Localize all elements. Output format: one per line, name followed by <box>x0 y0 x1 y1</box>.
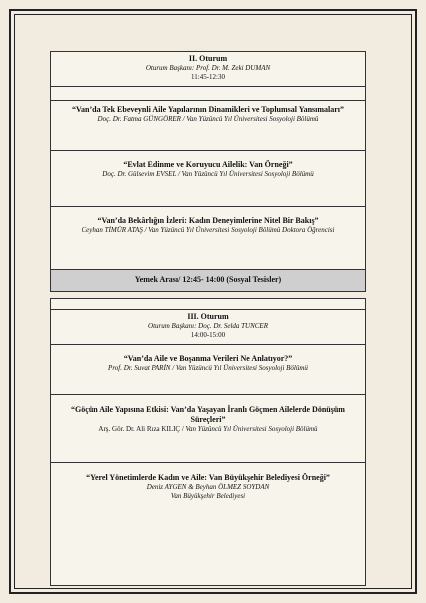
session-3-table <box>50 298 366 586</box>
talk-author: Prof. Dr. Suvat PARİN / Van Yüzüncü Yıl Üniversitesi Sosyoloji Bölümü <box>108 364 308 372</box>
talk-row <box>51 345 365 395</box>
spacer-row <box>51 87 365 101</box>
talk-author: Doç. Dr. Fatma GÜNGÖRER / Van Yüzüncü Yıl Üniversitesi Sosyoloji Bölümü <box>97 115 319 123</box>
talk-author: Doç. Dr. Gülsevim EVSEL / Van Yüzüncü Yıl Üniversitesi Sosyoloji Bölümü <box>102 170 314 178</box>
talk-title: “Yerel Yönetimlerde Kadın ve Aile: Van Büyükşehir Belediyesi Örneği” <box>86 473 330 482</box>
session-3-chair: Oturum Başkanı: Doç. Dr. Selda TUNCER <box>148 322 268 330</box>
session-3-time: 14:00-15:00 <box>190 331 226 339</box>
talk-author <box>59 425 357 434</box>
talk-title: “Evlat Edinme ve Koruyucu Ailelik: Van Örneği” <box>123 160 293 169</box>
talk-row <box>51 101 365 151</box>
talk-author-affiliation: Van Yüzüncü Yıl Üniversitesi Sosyoloji Bölümü <box>185 425 318 433</box>
session-3-header <box>51 310 365 345</box>
talk-row <box>51 151 365 207</box>
talk-title: “Van’da Tek Ebeveynli Aile Yapılarının Dinamikleri ve Toplumsal Yansımaları” <box>71 105 345 114</box>
session-2-table <box>50 51 366 292</box>
talk-row <box>51 395 365 463</box>
talk-author: Ceyhan TİMÜR ATAŞ / Van Yüzüncü Yıl Üniversitesi Sosyoloji Bölümü Doktora Öğrencisi <box>81 226 335 234</box>
lunch-break-row <box>51 270 365 291</box>
session-3-title: III. Oturum <box>187 312 229 321</box>
talk-title: “Van’da Bekârlığın İzleri: Kadın Deneyimlerine Nitel Bir Bakış” <box>97 216 319 225</box>
session-2-title: II. Oturum <box>188 54 228 63</box>
session-2-time: 11:45-12:30 <box>191 73 225 81</box>
talk-author: Deniz AYGEN & Beyhan ÖLMEZ SOYDAN <box>146 483 270 491</box>
talk-row <box>51 207 365 270</box>
talk-author-prefix: Arş. Gör. Dr. Ali Rıza KILIÇ / <box>98 425 184 433</box>
talk-row <box>51 463 365 585</box>
talk-title: “Van’da Aile ve Boşanma Verileri Ne Anlatıyor?” <box>123 354 293 363</box>
session-2-header <box>51 52 365 87</box>
talk-affiliation: Van Büyükşehir Belediyesi <box>170 492 246 500</box>
lunch-break-text: Yemek Arası/ 12:45- 14:00 (Sosyal Tesisler) <box>134 275 282 284</box>
spacer-row <box>51 299 365 310</box>
session-2-chair: Oturum Başkanı: Prof. Dr. M. Zeki DUMAN <box>145 64 271 72</box>
talk-title: “Göçün Aile Yapısına Etkisi: Van’da Yaşayan İranlı Göçmen Ailelerde Dönüşüm Süreçleri” <box>71 405 345 424</box>
